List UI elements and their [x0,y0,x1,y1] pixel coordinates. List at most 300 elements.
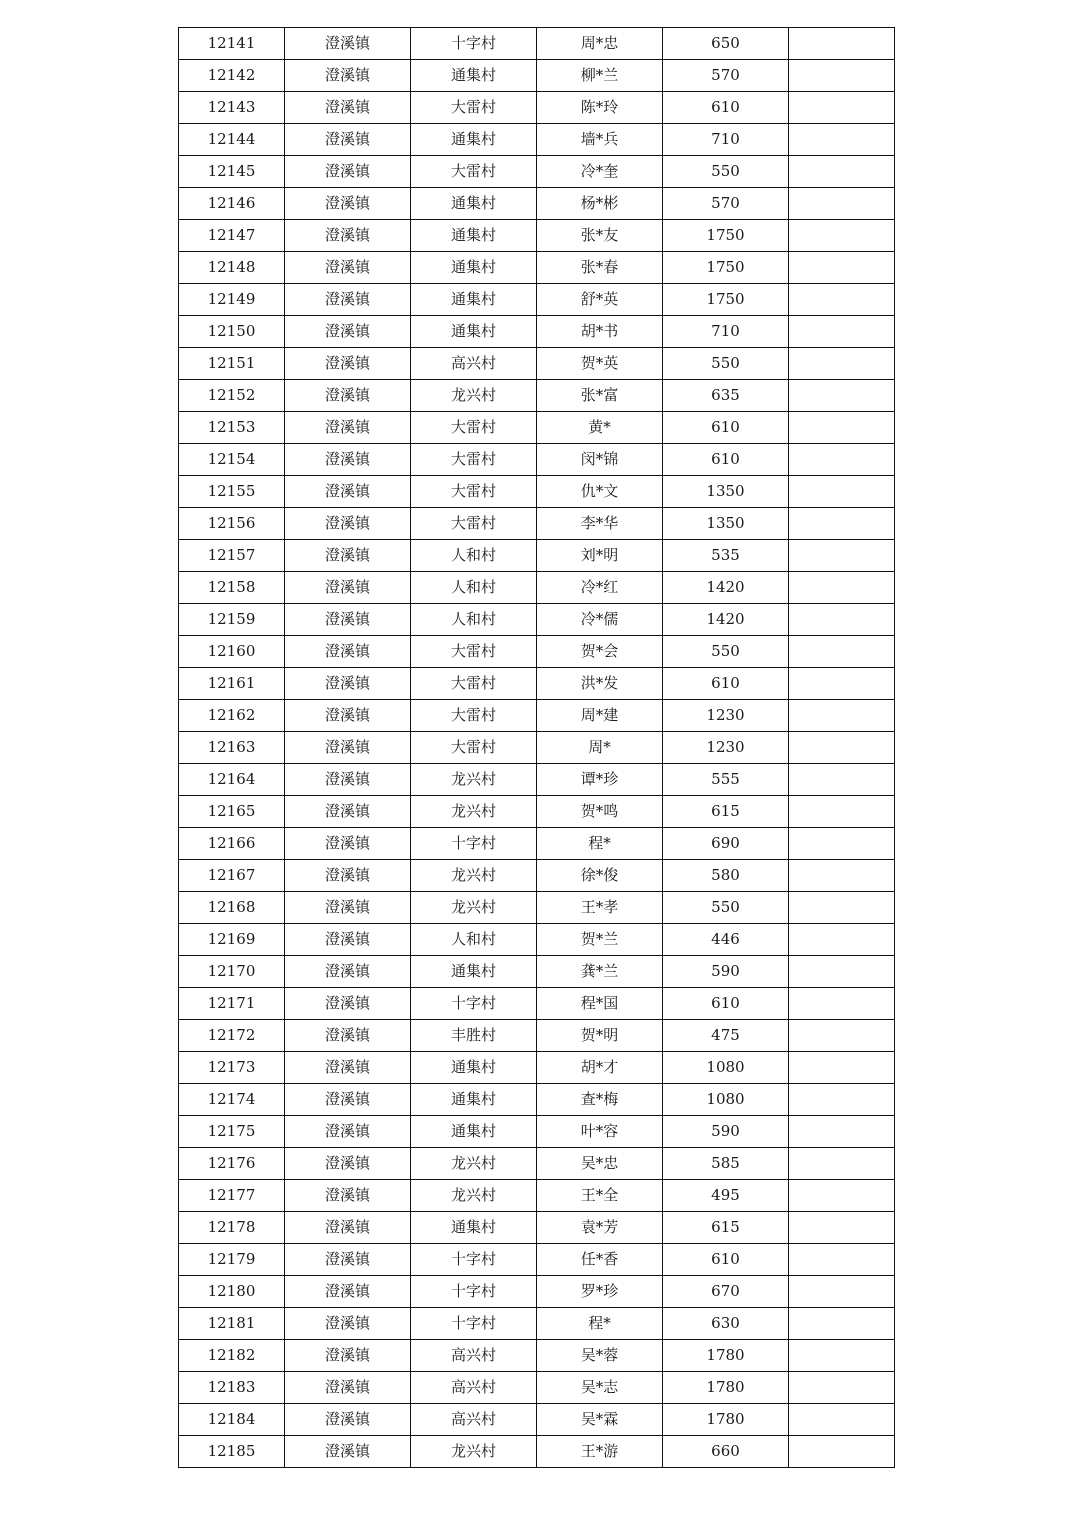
village-cell: 人和村 [411,924,537,956]
amount-cell: 1780 [663,1340,789,1372]
person-name-cell: 吴*霖 [537,1404,663,1436]
village-cell: 龙兴村 [411,892,537,924]
note-cell [789,1308,895,1340]
amount-cell: 1230 [663,700,789,732]
person-name-cell: 王*全 [537,1180,663,1212]
amount-cell: 590 [663,956,789,988]
record-number-cell: 12144 [179,124,285,156]
town-cell: 澄溪镇 [285,284,411,316]
amount-cell: 615 [663,1212,789,1244]
amount-cell: 550 [663,636,789,668]
person-name-cell: 袁*芳 [537,1212,663,1244]
record-number-cell: 12172 [179,1020,285,1052]
person-name-cell: 仇*文 [537,476,663,508]
amount-cell: 1420 [663,572,789,604]
record-number-cell: 12179 [179,1244,285,1276]
town-cell: 澄溪镇 [285,828,411,860]
note-cell [789,1212,895,1244]
person-name-cell: 黄* [537,412,663,444]
record-number-cell: 12164 [179,764,285,796]
town-cell: 澄溪镇 [285,700,411,732]
record-number-cell: 12182 [179,1340,285,1372]
person-name-cell: 胡*才 [537,1052,663,1084]
record-number-cell: 12146 [179,188,285,220]
table-row [179,988,895,1020]
village-cell: 人和村 [411,604,537,636]
note-cell [789,828,895,860]
town-cell: 澄溪镇 [285,540,411,572]
village-cell: 大雷村 [411,668,537,700]
record-number-cell: 12143 [179,92,285,124]
village-cell: 通集村 [411,220,537,252]
table-row [179,188,895,220]
amount-cell: 1080 [663,1084,789,1116]
person-name-cell: 杨*彬 [537,188,663,220]
record-number-cell: 12169 [179,924,285,956]
person-name-cell: 吴*忠 [537,1148,663,1180]
village-cell: 通集村 [411,284,537,316]
village-cell: 龙兴村 [411,860,537,892]
amount-cell: 610 [663,668,789,700]
person-name-cell: 刘*明 [537,540,663,572]
note-cell [789,1180,895,1212]
person-name-cell: 张*春 [537,252,663,284]
note-cell [789,668,895,700]
table-row [179,508,895,540]
amount-cell: 535 [663,540,789,572]
village-cell: 通集村 [411,956,537,988]
table-row [179,828,895,860]
village-cell: 人和村 [411,540,537,572]
village-cell: 龙兴村 [411,1180,537,1212]
village-cell: 通集村 [411,1116,537,1148]
person-name-cell: 程*国 [537,988,663,1020]
amount-cell: 710 [663,124,789,156]
table-row [179,1212,895,1244]
town-cell: 澄溪镇 [285,1308,411,1340]
town-cell: 澄溪镇 [285,92,411,124]
record-number-cell: 12178 [179,1212,285,1244]
town-cell: 澄溪镇 [285,60,411,92]
town-cell: 澄溪镇 [285,1244,411,1276]
person-name-cell: 徐*俊 [537,860,663,892]
record-number-cell: 12177 [179,1180,285,1212]
amount-cell: 446 [663,924,789,956]
record-number-cell: 12167 [179,860,285,892]
person-name-cell: 闵*锦 [537,444,663,476]
amount-cell: 475 [663,1020,789,1052]
village-cell: 龙兴村 [411,380,537,412]
village-cell: 龙兴村 [411,764,537,796]
record-number-cell: 12162 [179,700,285,732]
table-row [179,1116,895,1148]
record-number-cell: 12153 [179,412,285,444]
note-cell [789,892,895,924]
note-cell [789,1116,895,1148]
town-cell: 澄溪镇 [285,860,411,892]
town-cell: 澄溪镇 [285,956,411,988]
note-cell [789,540,895,572]
table-row [179,1020,895,1052]
town-cell: 澄溪镇 [285,604,411,636]
table-row [179,1308,895,1340]
town-cell: 澄溪镇 [285,316,411,348]
amount-cell: 585 [663,1148,789,1180]
record-number-cell: 12151 [179,348,285,380]
record-number-cell: 12174 [179,1084,285,1116]
town-cell: 澄溪镇 [285,508,411,540]
village-cell: 十字村 [411,988,537,1020]
person-name-cell: 贺*会 [537,636,663,668]
person-name-cell: 王*游 [537,1436,663,1468]
person-name-cell: 吴*志 [537,1372,663,1404]
note-cell [789,988,895,1020]
amount-cell: 1750 [663,220,789,252]
table-row [179,444,895,476]
town-cell: 澄溪镇 [285,188,411,220]
record-number-cell: 12158 [179,572,285,604]
village-cell: 十字村 [411,1308,537,1340]
village-cell: 大雷村 [411,412,537,444]
town-cell: 澄溪镇 [285,1020,411,1052]
town-cell: 澄溪镇 [285,572,411,604]
amount-cell: 1080 [663,1052,789,1084]
person-name-cell: 柳*兰 [537,60,663,92]
person-name-cell: 周*建 [537,700,663,732]
table-row [179,892,895,924]
table-row [179,156,895,188]
record-number-cell: 12181 [179,1308,285,1340]
village-cell: 高兴村 [411,1372,537,1404]
note-cell [789,252,895,284]
roster-table-body [179,28,895,1468]
village-cell: 大雷村 [411,92,537,124]
town-cell: 澄溪镇 [285,1084,411,1116]
amount-cell: 610 [663,444,789,476]
record-number-cell: 12141 [179,28,285,60]
table-row [179,1436,895,1468]
person-name-cell: 龚*兰 [537,956,663,988]
village-cell: 大雷村 [411,732,537,764]
town-cell: 澄溪镇 [285,1340,411,1372]
amount-cell: 1750 [663,284,789,316]
table-row [179,348,895,380]
amount-cell: 1350 [663,508,789,540]
note-cell [789,1436,895,1468]
town-cell: 澄溪镇 [285,1212,411,1244]
record-number-cell: 12175 [179,1116,285,1148]
town-cell: 澄溪镇 [285,28,411,60]
village-cell: 人和村 [411,572,537,604]
note-cell [789,508,895,540]
town-cell: 澄溪镇 [285,988,411,1020]
note-cell [789,444,895,476]
record-number-cell: 12149 [179,284,285,316]
town-cell: 澄溪镇 [285,220,411,252]
record-number-cell: 12183 [179,1372,285,1404]
person-name-cell: 张*富 [537,380,663,412]
town-cell: 澄溪镇 [285,636,411,668]
amount-cell: 550 [663,348,789,380]
table-row [179,220,895,252]
village-cell: 大雷村 [411,156,537,188]
village-cell: 大雷村 [411,636,537,668]
note-cell [789,764,895,796]
record-number-cell: 12185 [179,1436,285,1468]
town-cell: 澄溪镇 [285,924,411,956]
note-cell [789,60,895,92]
record-number-cell: 12154 [179,444,285,476]
amount-cell: 650 [663,28,789,60]
village-cell: 十字村 [411,1244,537,1276]
person-name-cell: 胡*书 [537,316,663,348]
person-name-cell: 王*孝 [537,892,663,924]
record-number-cell: 12142 [179,60,285,92]
note-cell [789,124,895,156]
person-name-cell: 洪*发 [537,668,663,700]
amount-cell: 615 [663,796,789,828]
amount-cell: 610 [663,412,789,444]
table-row [179,1372,895,1404]
note-cell [789,1244,895,1276]
amount-cell: 1780 [663,1372,789,1404]
amount-cell: 570 [663,188,789,220]
village-cell: 丰胜村 [411,1020,537,1052]
note-cell [789,924,895,956]
amount-cell: 660 [663,1436,789,1468]
person-name-cell: 贺*兰 [537,924,663,956]
note-cell [789,1276,895,1308]
note-cell [789,1084,895,1116]
note-cell [789,1148,895,1180]
town-cell: 澄溪镇 [285,1148,411,1180]
table-row [179,796,895,828]
table-row [179,1084,895,1116]
amount-cell: 1230 [663,732,789,764]
table-row [179,956,895,988]
village-cell: 大雷村 [411,476,537,508]
table-row [179,604,895,636]
table-row [179,124,895,156]
person-name-cell: 周* [537,732,663,764]
person-name-cell: 程* [537,1308,663,1340]
note-cell [789,28,895,60]
person-name-cell: 陈*玲 [537,92,663,124]
table-row [179,1340,895,1372]
record-number-cell: 12171 [179,988,285,1020]
note-cell [789,956,895,988]
note-cell [789,1404,895,1436]
town-cell: 澄溪镇 [285,156,411,188]
record-number-cell: 12156 [179,508,285,540]
town-cell: 澄溪镇 [285,732,411,764]
table-row [179,316,895,348]
amount-cell: 610 [663,988,789,1020]
roster-table [178,27,895,1468]
note-cell [789,1052,895,1084]
town-cell: 澄溪镇 [285,1372,411,1404]
town-cell: 澄溪镇 [285,1116,411,1148]
table-row [179,540,895,572]
table-row [179,1052,895,1084]
amount-cell: 635 [663,380,789,412]
person-name-cell: 冷*奎 [537,156,663,188]
village-cell: 通集村 [411,1052,537,1084]
town-cell: 澄溪镇 [285,1436,411,1468]
village-cell: 通集村 [411,252,537,284]
table-row [179,252,895,284]
person-name-cell: 冷*儒 [537,604,663,636]
table-row [179,924,895,956]
amount-cell: 1350 [663,476,789,508]
town-cell: 澄溪镇 [285,348,411,380]
village-cell: 通集村 [411,1084,537,1116]
note-cell [789,380,895,412]
amount-cell: 710 [663,316,789,348]
table-row [179,1148,895,1180]
note-cell [789,636,895,668]
note-cell [789,1020,895,1052]
person-name-cell: 张*友 [537,220,663,252]
village-cell: 通集村 [411,124,537,156]
note-cell [789,316,895,348]
amount-cell: 550 [663,156,789,188]
village-cell: 高兴村 [411,1404,537,1436]
town-cell: 澄溪镇 [285,476,411,508]
record-number-cell: 12170 [179,956,285,988]
person-name-cell: 舒*英 [537,284,663,316]
village-cell: 龙兴村 [411,796,537,828]
village-cell: 大雷村 [411,444,537,476]
note-cell [789,412,895,444]
amount-cell: 1780 [663,1404,789,1436]
town-cell: 澄溪镇 [285,380,411,412]
town-cell: 澄溪镇 [285,444,411,476]
note-cell [789,700,895,732]
record-number-cell: 12168 [179,892,285,924]
table-row [179,1276,895,1308]
table-row [179,860,895,892]
amount-cell: 590 [663,1116,789,1148]
town-cell: 澄溪镇 [285,1276,411,1308]
person-name-cell: 谭*珍 [537,764,663,796]
record-number-cell: 12166 [179,828,285,860]
note-cell [789,572,895,604]
record-number-cell: 12147 [179,220,285,252]
record-number-cell: 12180 [179,1276,285,1308]
note-cell [789,156,895,188]
table-row [179,60,895,92]
person-name-cell: 叶*容 [537,1116,663,1148]
record-number-cell: 12159 [179,604,285,636]
amount-cell: 550 [663,892,789,924]
village-cell: 十字村 [411,1276,537,1308]
record-number-cell: 12157 [179,540,285,572]
person-name-cell: 任*香 [537,1244,663,1276]
record-number-cell: 12150 [179,316,285,348]
town-cell: 澄溪镇 [285,796,411,828]
village-cell: 高兴村 [411,348,537,380]
person-name-cell: 程* [537,828,663,860]
table-row [179,700,895,732]
table-row [179,732,895,764]
record-number-cell: 12145 [179,156,285,188]
amount-cell: 610 [663,1244,789,1276]
note-cell [789,604,895,636]
village-cell: 通集村 [411,188,537,220]
person-name-cell: 查*梅 [537,1084,663,1116]
note-cell [789,860,895,892]
village-cell: 龙兴村 [411,1436,537,1468]
amount-cell: 555 [663,764,789,796]
document-page [178,27,894,1468]
village-cell: 高兴村 [411,1340,537,1372]
person-name-cell: 罗*珍 [537,1276,663,1308]
person-name-cell: 冷*红 [537,572,663,604]
person-name-cell: 李*华 [537,508,663,540]
village-cell: 十字村 [411,828,537,860]
record-number-cell: 12176 [179,1148,285,1180]
record-number-cell: 12173 [179,1052,285,1084]
amount-cell: 610 [663,92,789,124]
village-cell: 大雷村 [411,700,537,732]
note-cell [789,348,895,380]
table-row [179,1244,895,1276]
table-row [179,572,895,604]
town-cell: 澄溪镇 [285,1180,411,1212]
person-name-cell: 墙*兵 [537,124,663,156]
table-row [179,284,895,316]
village-cell: 通集村 [411,1212,537,1244]
record-number-cell: 12184 [179,1404,285,1436]
table-row [179,668,895,700]
record-number-cell: 12155 [179,476,285,508]
record-number-cell: 12161 [179,668,285,700]
record-number-cell: 12152 [179,380,285,412]
village-cell: 龙兴村 [411,1148,537,1180]
record-number-cell: 12148 [179,252,285,284]
person-name-cell: 贺*英 [537,348,663,380]
amount-cell: 630 [663,1308,789,1340]
amount-cell: 1750 [663,252,789,284]
note-cell [789,796,895,828]
town-cell: 澄溪镇 [285,892,411,924]
village-cell: 大雷村 [411,508,537,540]
amount-cell: 670 [663,1276,789,1308]
table-row [179,636,895,668]
person-name-cell: 贺*明 [537,1020,663,1052]
table-row [179,1404,895,1436]
table-row [179,380,895,412]
note-cell [789,220,895,252]
note-cell [789,732,895,764]
amount-cell: 690 [663,828,789,860]
town-cell: 澄溪镇 [285,1404,411,1436]
note-cell [789,1372,895,1404]
town-cell: 澄溪镇 [285,764,411,796]
person-name-cell: 吴*蓉 [537,1340,663,1372]
note-cell [789,188,895,220]
town-cell: 澄溪镇 [285,252,411,284]
village-cell: 通集村 [411,60,537,92]
town-cell: 澄溪镇 [285,1052,411,1084]
note-cell [789,92,895,124]
note-cell [789,1340,895,1372]
village-cell: 十字村 [411,28,537,60]
person-name-cell: 贺*鸣 [537,796,663,828]
record-number-cell: 12163 [179,732,285,764]
record-number-cell: 12165 [179,796,285,828]
